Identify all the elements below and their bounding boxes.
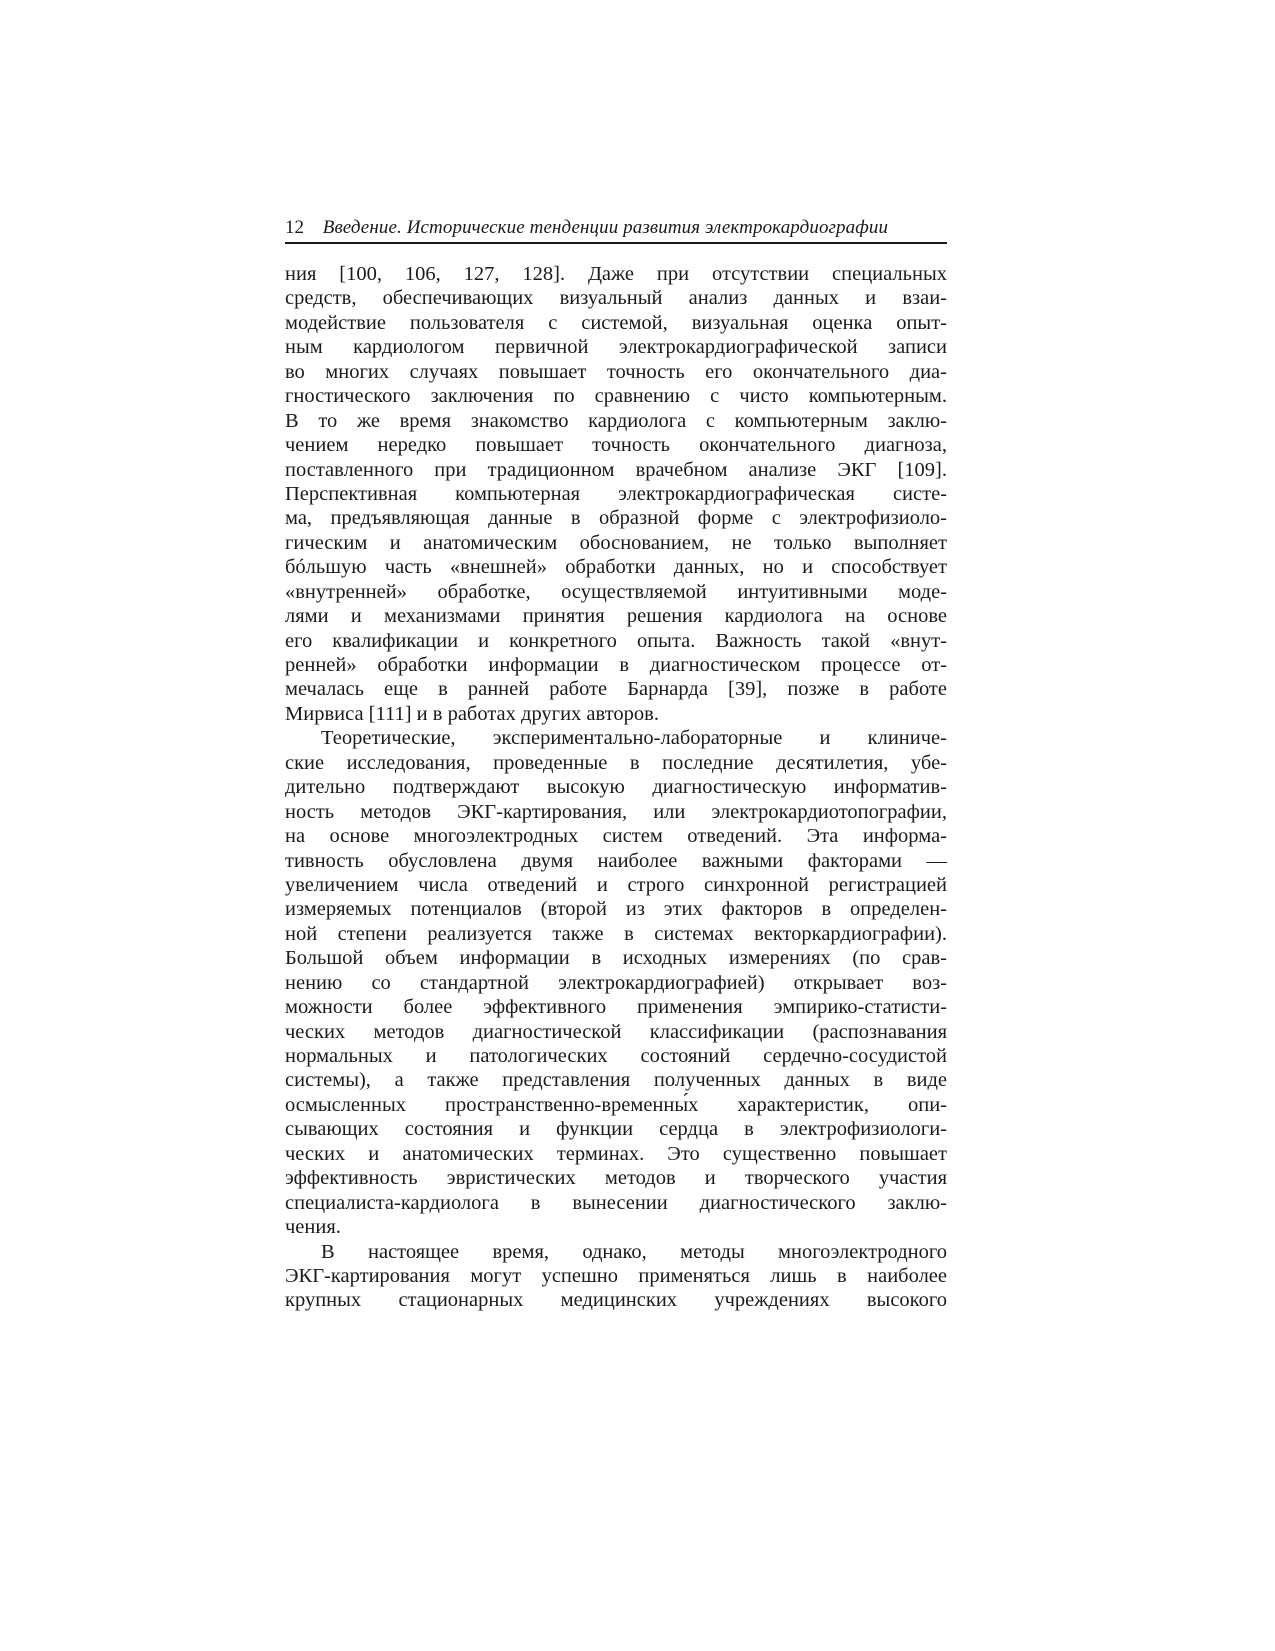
text-line: чением нередко повышает точность окончательного диагноза,	[285, 434, 947, 457]
text-line: гностического заключения по сравнению с чисто компьютерным.	[285, 385, 947, 408]
text-line: ЭКГ-картирования могут успешно применяться лишь в наиболее	[285, 1264, 947, 1287]
text-line: измеряемых потенциалов (второй из этих факторов в определен-	[285, 898, 947, 921]
text-line: тивность обусловлена двумя наиболее важными факторами —	[285, 849, 947, 872]
text-line: ские исследования, проведенные в последние десятилетия, убе-	[285, 751, 947, 774]
text-line: во многих случаях повышает точность его окончательного диа-	[285, 360, 947, 383]
text-line: системы), а также представления полученных данных в виде	[285, 1069, 947, 1092]
text-line: ной степени реализуется также в системах векторкардиографии).	[285, 922, 947, 945]
text-line: нормальных и патологических состояний сердечно-сосудистой	[285, 1045, 947, 1067]
text-line: ческих методов диагностической классификации (распознавания	[285, 1020, 947, 1043]
text-line: гическим и анатомическим обоснованием, не только выполняет	[285, 531, 947, 554]
paragraph	[285, 262, 947, 726]
text-line: Теоретические, экспериментально-лабораторные и клиниче-	[321, 727, 947, 750]
text-line: осмысленных пространственно-временны́х характеристик, опи-	[285, 1093, 947, 1116]
page-number: 12	[285, 217, 304, 238]
text-line: ным кардиологом первичной электрокардиографической записи	[285, 336, 947, 359]
text-line: можности более эффективного применения эмпирико-статисти-	[285, 996, 947, 1019]
paragraph	[285, 726, 947, 1239]
text-line: на основе многоэлектродных систем отведений. Эта информа-	[285, 825, 947, 848]
text-line: сывающих состояния и функции сердца в электрофизиологи-	[285, 1118, 947, 1141]
text-body	[285, 262, 947, 1313]
text-line: ность методов ЭКГ-картирования, или электрокардиотопографии,	[285, 800, 947, 823]
text-line: средств, обеспечивающих визуальный анализ данных и взаи-	[285, 287, 947, 310]
page-header	[285, 218, 947, 244]
text-line: Перспективная компьютерная электрокардиографическая систе-	[285, 482, 947, 505]
text-line: В то же время знакомство кардиолога с компьютерным заклю-	[285, 409, 947, 432]
text-line: крупных стационарных медицинских учреждениях высокого	[285, 1289, 947, 1312]
text-line: чения.	[285, 1216, 341, 1239]
text-line: специалиста-кардиолога в вынесении диагностического заклю-	[285, 1191, 947, 1214]
text-line: В настоящее время, однако, методы многоэлектродного	[321, 1240, 947, 1263]
text-line: Большой объем информации в исходных измерениях (по срав-	[285, 947, 947, 970]
text-line: ния [100, 106, 127, 128]. Даже при отсутствии специальных	[285, 263, 947, 285]
text-line: нению со стандартной электрокардиографией) открывает воз-	[285, 971, 947, 994]
text-line: лями и механизмами принятия решения кардиолога на основе	[285, 605, 947, 628]
text-line: увеличением числа отведений и строго синхронной регистрацией	[285, 873, 947, 896]
text-line: мечалась еще в ранней работе Барнарда [39], позже в работе	[285, 678, 947, 701]
text-line: ма, предъявляющая данные в образной форме с электрофизиоло-	[285, 507, 947, 530]
text-line: его квалификации и конкретного опыта. Важность такой «внут-	[285, 629, 947, 652]
text-line: бóльшую часть «внешней» обработки данных, но и способствует	[285, 556, 947, 579]
text-line: ческих и анатомических терминах. Это существенно повышает	[285, 1142, 947, 1165]
text-line: поставленного при традиционном врачебном анализе ЭКГ [109].	[285, 458, 947, 481]
text-line: Мирвиса [111] и в работах других авторов.	[285, 702, 659, 725]
text-line: «внутренней» обработке, осуществляемой интуитивными моде-	[285, 580, 947, 603]
running-title: Введение. Исторические тенденции развития электрокардиографии	[322, 217, 889, 238]
paragraph	[285, 1240, 947, 1313]
text-line: дительно подтверждают высокую диагностическую информатив-	[285, 776, 947, 799]
text-line: ренней» обработки информации в диагностическом процессе от-	[285, 654, 947, 676]
text-line: эффективность эвристических методов и творческого участия	[285, 1167, 947, 1190]
text-line: модействие пользователя с системой, визуальная оценка опыт-	[285, 311, 947, 334]
